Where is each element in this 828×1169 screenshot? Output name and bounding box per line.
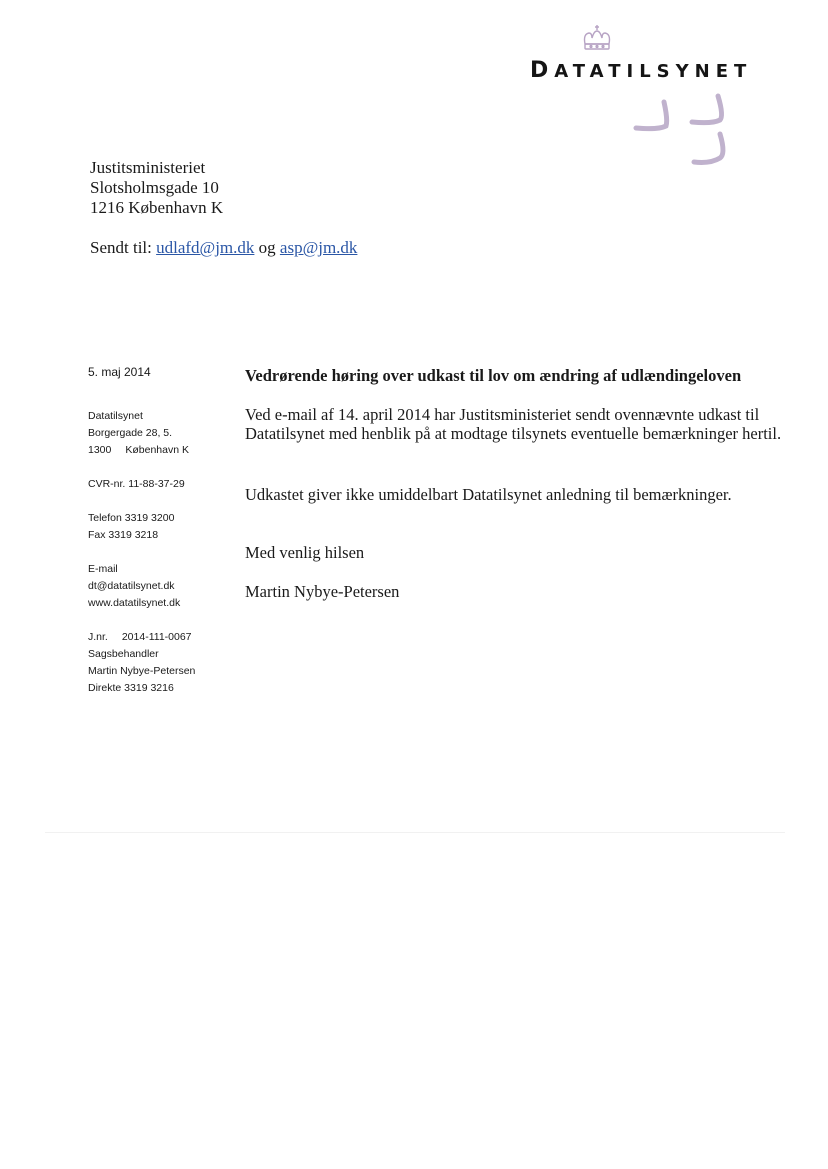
letter-paragraph-2: Udkastet giver ikke umiddelbart Datatilsynet anledning til bemærkninger. xyxy=(245,485,732,504)
handler-direct-phone: Direkte 3319 3216 xyxy=(88,682,174,694)
sent-to-connector: og xyxy=(258,238,276,257)
organization-wordmark: DATATILSYNET xyxy=(530,58,753,83)
org-cvr: CVR-nr. 11-88-37-29 xyxy=(88,478,185,490)
decorative-brush-marks-icon xyxy=(628,90,738,172)
letter-closing: Med venlig hilsen xyxy=(245,543,365,562)
sent-to-line xyxy=(90,238,357,258)
handler-name: Martin Nybye-Petersen xyxy=(88,665,196,677)
handler-label: Sagsbehandler xyxy=(88,648,159,660)
journal-value: 2014-111-0067 xyxy=(121,631,192,643)
org-website: www.datatilsynet.dk xyxy=(88,597,181,609)
org-phone: Telefon 3319 3200 xyxy=(88,512,175,524)
letter-paragraph-1: Ved e-mail af 14. april 2014 har Justitsministeriet sendt ovennævnte udkast til Datatilsynet med henblik på at modtage tilsynets eventuelle bemærkninger hertil. xyxy=(245,405,782,443)
page-fold-line xyxy=(45,832,785,833)
org-postal-code: 1300 xyxy=(88,444,112,456)
email-link-asp[interactable]: asp@jm.dk xyxy=(279,238,358,257)
org-email: dt@datatilsynet.dk xyxy=(88,580,175,592)
crown-logo-icon xyxy=(580,24,614,52)
letter-signature: Martin Nybye-Petersen xyxy=(245,582,400,601)
org-fax: Fax 3319 3218 xyxy=(88,529,159,541)
recipient-name: Justitsministeriet xyxy=(90,158,206,177)
org-name: Datatilsynet xyxy=(88,410,143,422)
letter-date: 5. maj 2014 xyxy=(88,365,151,379)
journal-label: J.nr. xyxy=(88,631,108,643)
org-street: Borgergade 28, 5. xyxy=(88,427,173,439)
journal-number xyxy=(88,629,238,646)
email-label: E-mail xyxy=(88,563,118,575)
recipient-street: Slotsholmsgade 10 xyxy=(90,178,219,197)
letter-subject: Vedrørende høring over udkast til lov om ændring af udlændingeloven xyxy=(245,366,742,385)
recipient-city: 1216 København K xyxy=(90,198,224,217)
sender-info-sidebar xyxy=(88,408,238,697)
recipient-address xyxy=(90,158,223,218)
sent-to-label: Sendt til: xyxy=(90,238,152,257)
org-postal-city xyxy=(88,442,238,459)
email-link-udlafd[interactable]: udlafd@jm.dk xyxy=(156,238,255,257)
org-city: København K xyxy=(125,444,189,456)
